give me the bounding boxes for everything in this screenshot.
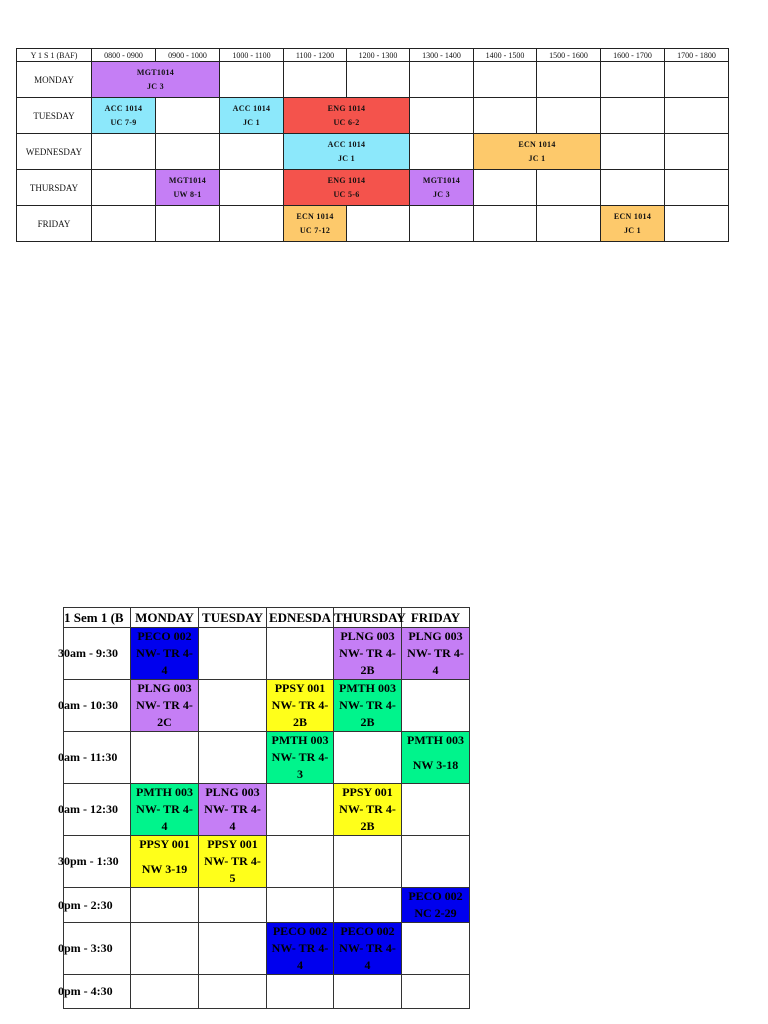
- empty-cell: [131, 975, 199, 1009]
- empty-cell: [334, 975, 402, 1009]
- class-code: PECO 002: [408, 889, 463, 903]
- empty-cell: [474, 170, 537, 206]
- class-room: UC 6-2: [333, 117, 360, 127]
- class-cell-ppsy001[interactable]: [267, 680, 334, 732]
- class-code: ENG 1014: [327, 175, 366, 185]
- empty-cell: [601, 170, 665, 206]
- class-cell-plng003[interactable]: [334, 628, 402, 680]
- class-room-suffix: 2B: [360, 819, 375, 833]
- class-room-suffix: 2B: [360, 715, 375, 729]
- class-code: PECO 002: [340, 924, 395, 938]
- timetable1-row-wednesday: [17, 134, 729, 170]
- class-room: JC 3: [433, 189, 450, 199]
- class-code: PPSY 001: [139, 837, 190, 851]
- time-label: 30pm - 1:30: [64, 836, 131, 888]
- timetable2-row: [64, 836, 470, 888]
- class-cell-acc1014[interactable]: [284, 134, 410, 170]
- class-room-suffix: 4: [297, 958, 303, 972]
- class-cell-pmth003[interactable]: [131, 784, 199, 836]
- class-room-suffix: 4: [161, 663, 168, 677]
- class-code: PMTH 003: [136, 785, 193, 799]
- empty-cell: [601, 134, 665, 170]
- class-code: MGT1014: [136, 67, 175, 77]
- class-room: NW- TR 4-: [271, 698, 329, 712]
- class-room: UW 8-1: [173, 189, 202, 199]
- time-label: 30am - 9:30: [64, 628, 131, 680]
- time-label: 0am - 12:30: [64, 784, 131, 836]
- class-room: JC 1: [338, 153, 355, 163]
- timetable-sem1-weekly: [58, 607, 470, 1009]
- empty-cell: [665, 62, 729, 98]
- class-cell-eng1014[interactable]: [284, 98, 410, 134]
- empty-cell: [156, 206, 220, 242]
- empty-cell: [92, 170, 156, 206]
- empty-cell: [474, 98, 537, 134]
- class-cell-peco002[interactable]: [131, 628, 199, 680]
- time-slot-header: 1100 - 1200: [284, 49, 347, 62]
- time-label: 0pm - 4:30: [64, 975, 131, 1009]
- timetable2-row: [64, 975, 470, 1009]
- class-room: JC 1: [624, 225, 641, 235]
- empty-cell: [334, 732, 402, 784]
- empty-cell: [347, 206, 410, 242]
- timetable2-row: [64, 784, 470, 836]
- empty-cell: [402, 680, 470, 732]
- empty-cell: [537, 62, 601, 98]
- empty-cell: [402, 784, 470, 836]
- timetable1-header-row: [17, 49, 729, 62]
- timetable2-row: [64, 680, 470, 732]
- class-room: UC 5-6: [333, 189, 360, 199]
- empty-cell: [334, 888, 402, 923]
- time-label: 0pm - 3:30: [64, 923, 131, 975]
- class-room: UC 7-12: [299, 225, 331, 235]
- class-room-suffix: 2C: [157, 715, 172, 729]
- timetable2-row: [64, 923, 470, 975]
- empty-cell: [220, 134, 284, 170]
- class-room-suffix: 4: [229, 819, 236, 833]
- empty-cell: [267, 628, 334, 680]
- empty-cell: [92, 206, 156, 242]
- empty-cell: [665, 98, 729, 134]
- empty-cell: [220, 62, 284, 98]
- class-room-suffix: 4: [161, 819, 168, 833]
- class-code: ACC 1014: [232, 103, 271, 113]
- time-slot-header: 1200 - 1300: [347, 49, 410, 62]
- time-label: 0am - 11:30: [64, 732, 131, 784]
- empty-cell: [410, 98, 474, 134]
- empty-cell: [665, 206, 729, 242]
- class-cell-ppsy001[interactable]: [334, 784, 402, 836]
- timetable1-corner: Y 1 S 1 (BAF): [17, 49, 92, 62]
- empty-cell: [92, 134, 156, 170]
- class-code: PECO 002: [137, 629, 192, 643]
- empty-cell: [131, 732, 199, 784]
- class-room: NW- TR 4-: [339, 646, 396, 660]
- empty-cell: [220, 170, 284, 206]
- timetable2-row: [64, 888, 470, 923]
- day-label: TUESDAY: [17, 98, 92, 134]
- empty-cell: [334, 836, 402, 888]
- empty-cell: [199, 628, 267, 680]
- class-cell-pmth003[interactable]: [267, 732, 334, 784]
- class-room: NW- TR 4-: [339, 941, 396, 955]
- timetable2-container: [58, 607, 471, 1009]
- timetable-year1-sem1: [16, 48, 729, 242]
- class-cell-mgt1014[interactable]: [92, 62, 220, 98]
- class-cell-ppsy001[interactable]: [131, 836, 199, 888]
- class-room: JC 1: [243, 117, 260, 127]
- time-slot-header: 1400 - 1500: [474, 49, 537, 62]
- class-cell-acc1014[interactable]: [92, 98, 156, 134]
- class-code: ECN 1014: [613, 211, 652, 221]
- class-code: PPSY 001: [342, 785, 393, 799]
- time-slot-header: 0800 - 0900: [92, 49, 156, 62]
- class-code: PECO 002: [272, 924, 328, 938]
- class-room: JC 3: [147, 81, 164, 91]
- class-room: NW- TR 4-: [204, 854, 261, 868]
- class-cell-peco002[interactable]: [267, 923, 334, 975]
- empty-cell: [410, 62, 474, 98]
- timetable1-row-monday: [17, 62, 729, 98]
- class-room: NW 3-19: [141, 862, 188, 876]
- timetable2-corner: 1 Sem 1 (B: [64, 608, 131, 628]
- timetable1-row-friday: [17, 206, 729, 242]
- class-code: PMTH 003: [271, 733, 329, 747]
- empty-cell: [665, 134, 729, 170]
- empty-cell: [267, 784, 334, 836]
- empty-cell: [410, 134, 474, 170]
- empty-cell: [220, 206, 284, 242]
- day-label: THURSDAY: [17, 170, 92, 206]
- class-room: JC 1: [528, 153, 546, 163]
- empty-cell: [474, 206, 537, 242]
- empty-cell: [601, 98, 665, 134]
- class-code: PPSY 001: [207, 837, 258, 851]
- time-slot-header: 1600 - 1700: [601, 49, 665, 62]
- class-cell-mgt1014[interactable]: [410, 170, 474, 206]
- class-room-suffix: 2B: [292, 715, 307, 729]
- class-cell-ecn1014[interactable]: [601, 206, 665, 242]
- day-header-monday: MONDAY: [131, 608, 199, 628]
- empty-cell: [601, 62, 665, 98]
- timetable2-header-row: [64, 608, 470, 628]
- empty-cell: [537, 98, 601, 134]
- class-cell-ecn1014[interactable]: [474, 134, 601, 170]
- empty-cell: [474, 62, 537, 98]
- class-code: MGT1014: [422, 175, 461, 185]
- class-code: PLNG 003: [205, 785, 260, 799]
- class-cell-plng003[interactable]: [131, 680, 199, 732]
- empty-cell: [199, 732, 267, 784]
- class-cell-pmth003[interactable]: [334, 680, 402, 732]
- empty-cell: [156, 98, 220, 134]
- empty-cell: [199, 975, 267, 1009]
- class-room: NW- TR 4-: [339, 802, 396, 816]
- class-cell-peco002[interactable]: [334, 923, 402, 975]
- day-label: WEDNESDAY: [17, 134, 92, 170]
- class-room: NW- TR 4-: [204, 802, 261, 816]
- empty-cell: [537, 170, 601, 206]
- timetable2-row: [64, 732, 470, 784]
- class-cell-ecn1014[interactable]: [284, 206, 347, 242]
- class-cell-acc1014[interactable]: [220, 98, 284, 134]
- class-code: PPSY 001: [274, 681, 326, 695]
- empty-cell: [199, 680, 267, 732]
- empty-cell: [199, 923, 267, 975]
- class-room-suffix: 2B: [360, 663, 375, 677]
- class-code: ACC 1014: [104, 103, 143, 113]
- class-cell-pmth003[interactable]: [402, 732, 470, 784]
- class-code: PLNG 003: [137, 681, 192, 695]
- day-label: FRIDAY: [17, 206, 92, 242]
- empty-cell: [267, 888, 334, 923]
- day-header-thursday: THURSDAY: [334, 608, 402, 628]
- empty-cell: [402, 923, 470, 975]
- empty-cell: [402, 836, 470, 888]
- timetable1-row-tuesday: [17, 98, 729, 134]
- time-label: 0am - 10:30: [64, 680, 131, 732]
- empty-cell: [131, 888, 199, 923]
- empty-cell: [199, 888, 267, 923]
- class-room-suffix: 5: [229, 871, 236, 885]
- empty-cell: [284, 62, 347, 98]
- class-room: NW- TR 4-: [271, 750, 329, 764]
- empty-cell: [665, 170, 729, 206]
- class-cell-ppsy001[interactable]: [199, 836, 267, 888]
- class-cell-mgt1014[interactable]: [156, 170, 220, 206]
- class-code: PMTH 003: [339, 681, 396, 695]
- empty-cell: [410, 206, 474, 242]
- empty-cell: [156, 134, 220, 170]
- time-slot-header: 1700 - 1800: [665, 49, 729, 62]
- class-room-suffix: 4: [432, 663, 439, 677]
- class-code: ECN 1014: [296, 211, 334, 221]
- class-room: NW 3-18: [412, 758, 459, 772]
- time-slot-header: 1300 - 1400: [410, 49, 474, 62]
- class-room: NW- TR 4-: [339, 698, 396, 712]
- class-room-suffix: 4: [364, 958, 371, 972]
- class-code: ENG 1014: [327, 103, 366, 113]
- class-room: NW- TR 4-: [136, 698, 193, 712]
- empty-cell: [267, 975, 334, 1009]
- timetable2-row: [64, 628, 470, 680]
- empty-cell: [402, 975, 470, 1009]
- class-code: MGT1014: [168, 175, 207, 185]
- class-room: NW- TR 4-: [271, 941, 329, 955]
- empty-cell: [537, 206, 601, 242]
- class-room: NC 2-29: [414, 906, 457, 920]
- empty-cell: [131, 923, 199, 975]
- empty-cell: [347, 62, 410, 98]
- day-header-tuesday: TUESDAY: [199, 608, 267, 628]
- day-label: MONDAY: [17, 62, 92, 98]
- class-room: NW- TR 4-: [136, 802, 193, 816]
- class-code: ECN 1014: [518, 139, 556, 149]
- timetable1-row-thursday: [17, 170, 729, 206]
- class-code: PLNG 003: [340, 629, 395, 643]
- class-code: PMTH 003: [407, 733, 464, 747]
- class-cell-eng1014[interactable]: [284, 170, 410, 206]
- class-cell-plng003[interactable]: [199, 784, 267, 836]
- class-cell-peco002[interactable]: [402, 888, 470, 923]
- day-header-wednesday: EDNESDA: [267, 608, 334, 628]
- time-label: 0pm - 2:30: [64, 888, 131, 923]
- empty-cell: [267, 836, 334, 888]
- class-cell-plng003[interactable]: [402, 628, 470, 680]
- class-code: PLNG 003: [408, 629, 463, 643]
- class-room-suffix: 3: [297, 767, 303, 781]
- class-room: UC 7-9: [110, 117, 137, 127]
- class-room: NW- TR 4-: [407, 646, 464, 660]
- time-slot-header: 1000 - 1100: [220, 49, 284, 62]
- day-header-friday: FRIDAY: [402, 608, 470, 628]
- time-slot-header: 1500 - 1600: [537, 49, 601, 62]
- time-slot-header: 0900 - 1000: [156, 49, 220, 62]
- class-room: NW- TR 4-: [136, 646, 193, 660]
- class-code: ACC 1014: [327, 139, 366, 149]
